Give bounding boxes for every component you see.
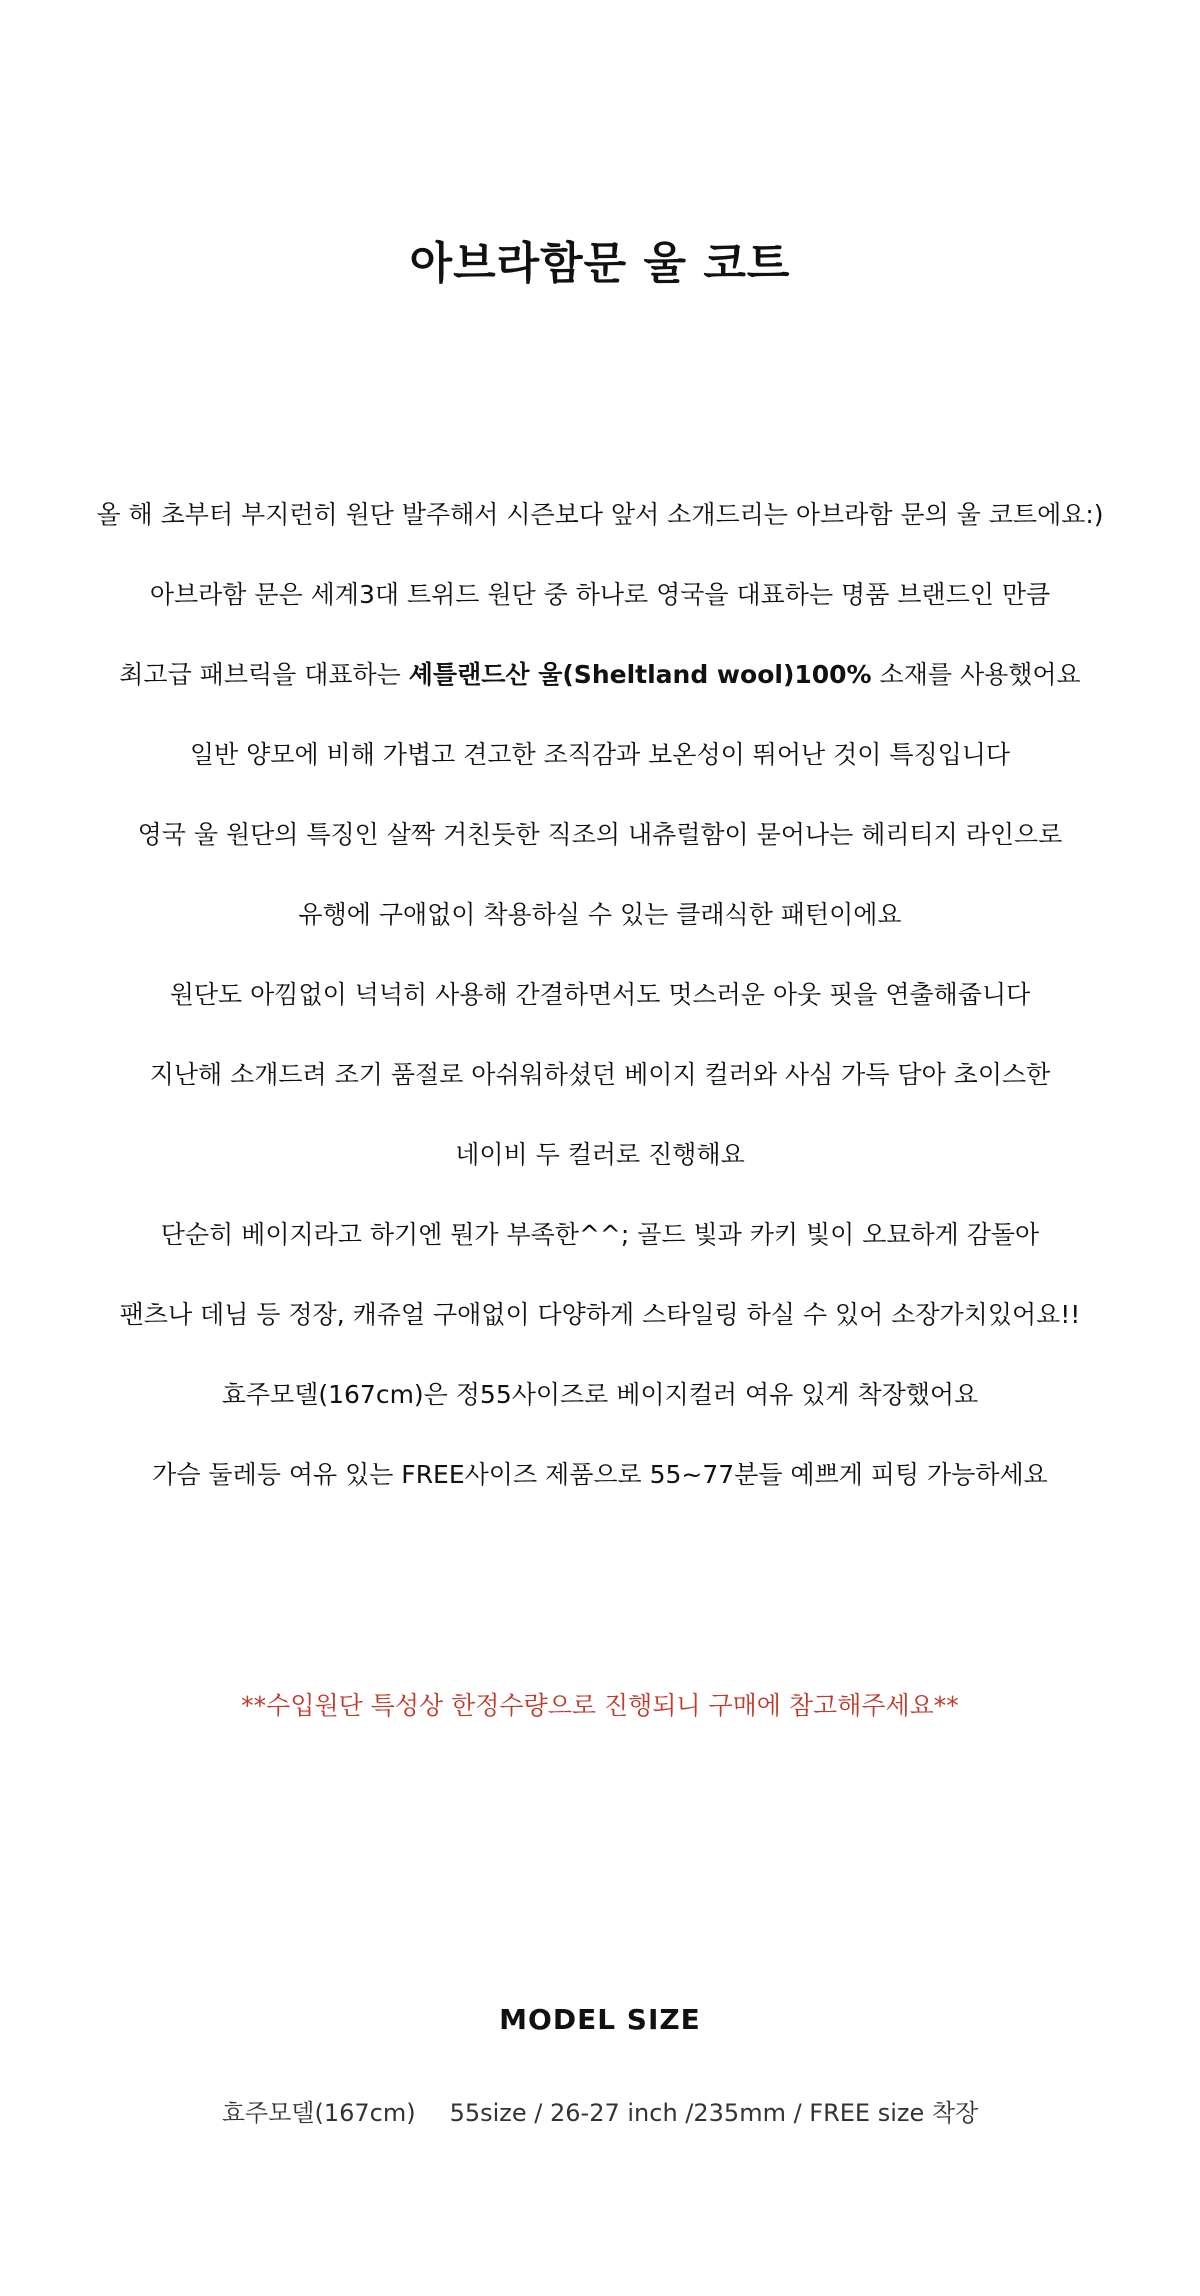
description-line: 올 해 초부터 부지런히 원단 발주해서 시즌보다 앞서 소개드리는 아브라함 문의 울 코트에요:) [96, 500, 1104, 529]
model-size-info [0, 2093, 1200, 2133]
model-name: 효주모델(167cm) [221, 2099, 416, 2127]
description-line: 일반 양모에 비해 가볍고 견고한 조직감과 보온성이 뛰어난 것이 특징입니다 [189, 740, 1011, 769]
description-text: 최고급 패브릭을 대표하는 [119, 660, 409, 689]
product-title: 아브라함문 울 코트 [409, 238, 791, 290]
model-size-heading: MODEL SIZE [499, 2003, 701, 2037]
description-line: 단순히 베이지라고 하기엔 뭔가 부족한^^; 골드 빛과 카키 빛이 오묘하게 감돌아 [160, 1220, 1040, 1249]
description-line: 아브라함 문은 세계3대 트위드 원단 중 하나로 영국을 대표하는 명품 브랜드인 만큼 [149, 580, 1051, 609]
description-line: 영국 울 원단의 특징인 살짝 거친듯한 직조의 내츄럴함이 묻어나는 헤리티지 라인으로 [137, 820, 1063, 849]
product-description [0, 483, 1200, 1523]
material-highlight: 셰틀랜드산 울(Sheltland wool)100% [408, 660, 872, 689]
model-size-details: 55size / 26-27 inch /235mm / FREE size 착장 [449, 2099, 979, 2127]
description-line: 지난해 소개드려 조기 품절로 아쉬워하셨던 베이지 컬러와 사심 가득 담아 초이스한 [149, 1060, 1051, 1089]
description-text: 소재를 사용했어요 [871, 660, 1081, 689]
description-line: 원단도 아낌없이 넉넉히 사용해 간결하면서도 멋스러운 아웃 핏을 연출해줍니다 [169, 980, 1031, 1009]
description-line [0, 643, 1200, 723]
description-line: 효주모델(167cm)은 정55사이즈로 베이지컬러 여유 있게 착장했어요 [221, 1380, 979, 1409]
description-line: 네이비 두 컬러로 진행해요 [455, 1140, 745, 1169]
description-line: 유행에 구애없이 착용하실 수 있는 클래식한 패턴이에요 [298, 900, 902, 929]
limited-quantity-notice: **수입원단 특성상 한정수량으로 진행되니 구매에 참고해주세요** [241, 1691, 959, 1720]
description-line: 가슴 둘레등 여유 있는 FREE사이즈 제품으로 55~77분들 예쁘게 피팅 가능하세요 [152, 1460, 1048, 1489]
description-line: 팬츠나 데님 등 정장, 캐쥬얼 구애없이 다양하게 스타일링 하실 수 있어 소장가치있어요!! [119, 1300, 1081, 1329]
